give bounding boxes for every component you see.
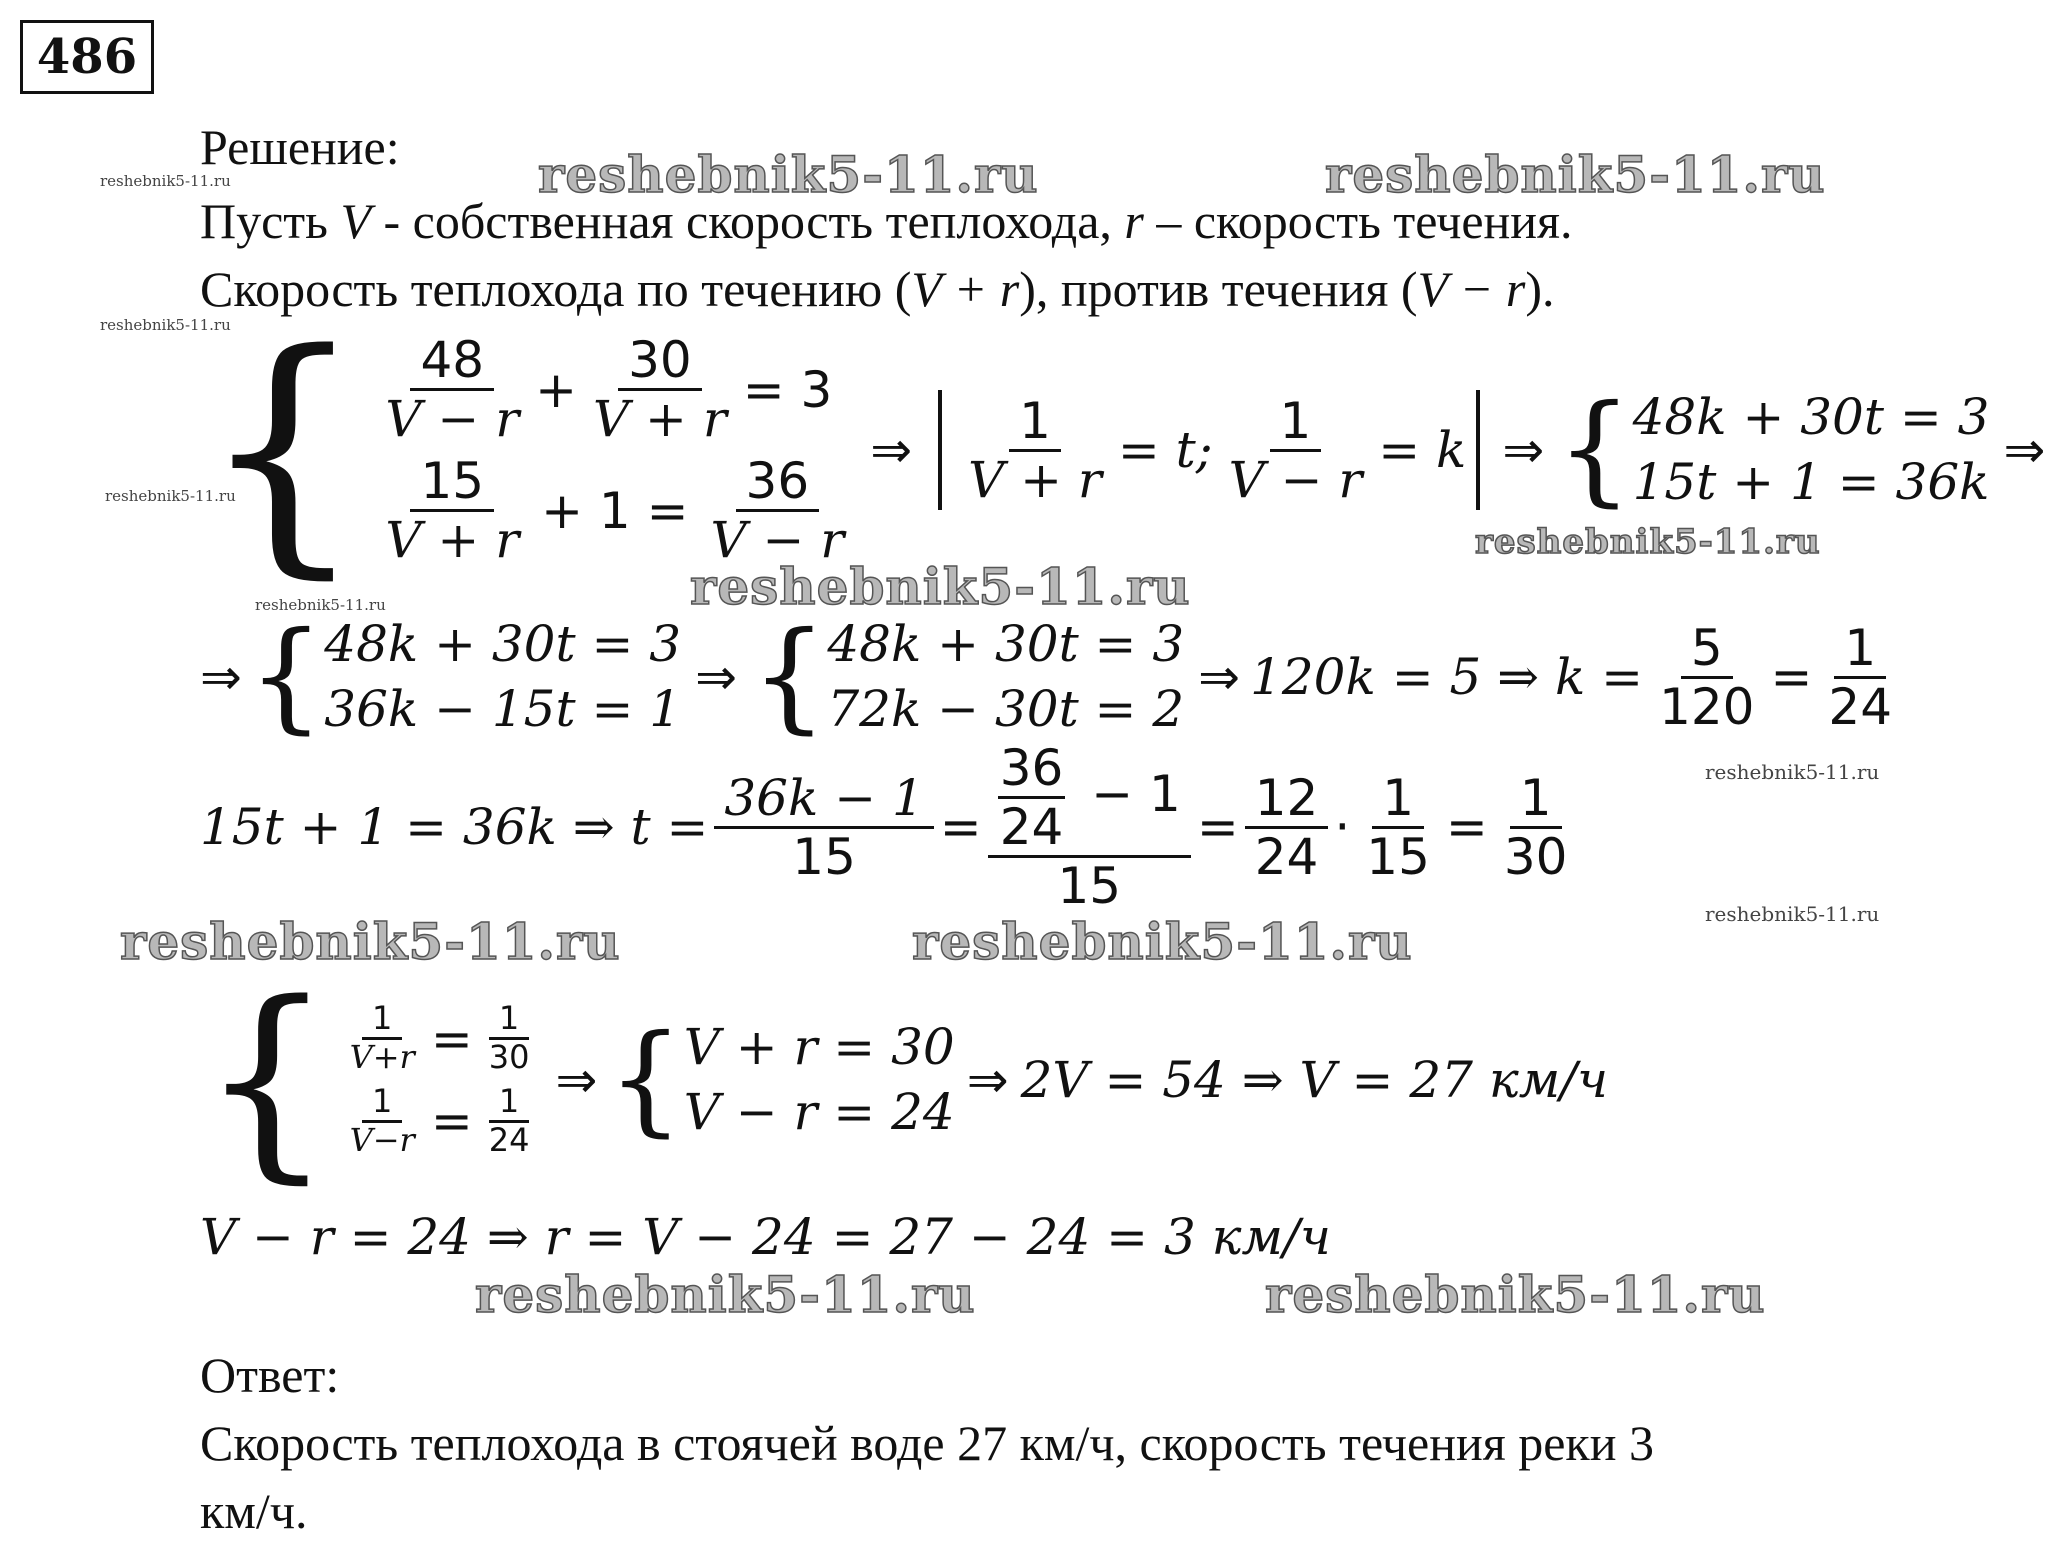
fraction [1245, 770, 1329, 885]
solution-label: Решение: [200, 119, 400, 175]
numerator: 12 [1245, 770, 1329, 829]
fraction [375, 332, 529, 447]
problem-number: 486 [20, 20, 154, 94]
statement-text: - собственная скорость теплохода, [371, 193, 1125, 249]
equals-sign: = [939, 798, 982, 856]
watermark: reshebnik5-11.ru [912, 912, 1413, 971]
watermark-small: reshebnik5-11.ru [100, 316, 231, 334]
numerator: 15 [410, 453, 494, 512]
system-6-eq2: V − r = 24 [683, 1083, 955, 1141]
answer-label: Ответ: [200, 1347, 340, 1403]
equals-sign: = [430, 1009, 473, 1068]
denominator: V−r [349, 1120, 415, 1159]
system-1-eq1 [369, 332, 860, 447]
r-result-line: V − r = 24 ⇒ r = V − 24 = 27 − 24 = 3 км/ч [200, 1208, 1331, 1266]
implies-arrow: ⇒ [1198, 648, 1241, 706]
equals-sign: = [1770, 648, 1813, 706]
denominator: V + r [593, 390, 727, 448]
watermark: reshebnik5-11.ru [690, 557, 1191, 616]
fraction [701, 453, 855, 568]
plus-sign: + [535, 360, 578, 419]
numerator [988, 740, 1191, 858]
denominator: V − r [710, 511, 845, 569]
denominator: V − r [385, 390, 520, 448]
watermark: reshebnik5-11.ru [1265, 1265, 1766, 1324]
fraction [714, 770, 933, 885]
denominator: 24 [1254, 827, 1319, 886]
numerator: 36 [736, 453, 820, 512]
statement-text: Скорость теплохода по течению ( [200, 261, 912, 317]
watermark: reshebnik5-11.ru [538, 145, 1039, 204]
numerator: 1 [362, 1084, 402, 1123]
system-5-eq2 [334, 1084, 546, 1159]
substitution-bar-left [938, 390, 942, 510]
k-equation: 120k = 5 ⇒ k = [1250, 648, 1644, 706]
watermark: reshebnik5-11.ru [120, 912, 621, 971]
system-2-eq1: 48k + 30t = 3 [1632, 388, 1990, 446]
numerator: 1 [489, 1001, 529, 1040]
variable-r: r [1124, 193, 1144, 249]
answer-line-2: км/ч. [200, 1483, 308, 1539]
numerator: 48 [410, 332, 494, 391]
equals-sign: = [1445, 798, 1488, 856]
inner-fraction [998, 740, 1066, 855]
equation-middle: + 1 = [541, 481, 689, 540]
system-brace: { [247, 607, 325, 746]
numerator: 1 [1009, 393, 1061, 452]
numerator: 1 [362, 1001, 402, 1040]
substitution-k: = k [1378, 421, 1467, 479]
system-brace: { [200, 299, 366, 601]
implies-arrow: ⇒ [695, 648, 737, 706]
fraction [988, 740, 1191, 914]
substitution-t: = t; [1117, 421, 1213, 479]
denominator: V − r [1228, 450, 1363, 509]
system-3 [324, 612, 681, 742]
fraction [1649, 620, 1764, 735]
numerator: 30 [618, 332, 702, 391]
statement-text: Пусть [200, 193, 341, 249]
denominator: 24 [488, 1120, 530, 1159]
numerator: 5 [1681, 620, 1733, 679]
watermark: reshebnik5-11.ru [1475, 522, 1821, 562]
statement-text: – скорость течения. [1143, 193, 1573, 249]
watermark: reshebnik5-11.ru [475, 1265, 976, 1324]
fraction [479, 1084, 540, 1159]
numerator: 1 [1510, 770, 1562, 829]
watermark-small: reshebnik5-11.ru [255, 596, 386, 614]
fraction [1494, 770, 1578, 885]
denominator: 24 [999, 798, 1064, 856]
equation-v-row [200, 957, 1609, 1202]
system-5-eq1 [334, 1001, 546, 1076]
numerator: 36k − 1 [714, 770, 933, 829]
substitution-bar-right [1476, 390, 1480, 510]
system-brace: { [1556, 380, 1633, 519]
system-brace: { [607, 1010, 684, 1149]
t-equation: 15t + 1 = 36k ⇒ t = [200, 798, 709, 856]
system-brace: { [200, 957, 334, 1202]
fraction [340, 1001, 425, 1076]
system-4 [827, 612, 1184, 742]
watermark-small: reshebnik5-11.ru [105, 487, 236, 505]
implies-arrow: ⇒ [966, 1051, 1009, 1109]
fraction [1356, 770, 1440, 885]
denominator: 30 [488, 1038, 530, 1077]
fraction [1818, 620, 1902, 735]
system-brace: { [750, 607, 828, 746]
system-5 [334, 1001, 546, 1158]
system-6-eq1: V + r = 30 [683, 1018, 955, 1076]
implies-arrow: ⇒ [870, 421, 913, 479]
system-4-eq2: 72k − 30t = 2 [827, 680, 1185, 738]
denominator: V+r [349, 1038, 415, 1077]
watermark-small: reshebnik5-11.ru [100, 172, 231, 190]
fraction [479, 1001, 540, 1076]
answer-line-1: Скорость теплохода в стоячей воде 27 км/ч, скорость течения реки 3 [200, 1415, 1654, 1471]
system-1-eq2 [369, 453, 860, 568]
implies-arrow: ⇒ [1502, 421, 1545, 479]
watermark-small: reshebnik5-11.ru [1705, 902, 1880, 926]
denominator: 15 [1366, 827, 1430, 886]
implies-arrow: ⇒ [555, 1051, 598, 1109]
system-3-eq1: 48k + 30t = 3 [324, 615, 682, 673]
denominator: V + r [968, 450, 1102, 509]
system-4-eq1: 48k + 30t = 3 [827, 615, 1185, 673]
fraction [375, 453, 529, 568]
implies-arrow: ⇒ [2003, 421, 2045, 479]
numerator: 1 [1270, 393, 1322, 452]
system-1 [369, 332, 860, 568]
variable-v: V [340, 193, 372, 249]
statement-text: ). [1525, 261, 1555, 317]
numerator: 1 [1834, 620, 1886, 679]
denominator: 15 [1057, 857, 1122, 915]
upstream-expr: V − r [1417, 261, 1526, 317]
denominator: 24 [1828, 677, 1893, 736]
statement-line-2 [200, 261, 1555, 317]
system-3-eq2: 36k − 15t = 1 [324, 680, 682, 738]
statement-text: ), против течения ( [1019, 261, 1418, 317]
fraction [1219, 393, 1373, 508]
equation-rhs: = 3 [742, 360, 833, 419]
implies-arrow: ⇒ [200, 648, 242, 706]
denominator: 30 [1503, 827, 1568, 886]
v-result: 2V = 54 ⇒ V = 27 км/ч [1020, 1051, 1609, 1109]
multiply-dot: · [1334, 798, 1351, 856]
numerator: 1 [1372, 770, 1424, 829]
system-2-eq2: 15t + 1 = 36k [1632, 453, 1990, 511]
fraction [583, 332, 737, 447]
system-2 [1633, 385, 1990, 515]
fraction [958, 393, 1112, 508]
fraction [340, 1084, 425, 1159]
equation-t-row [200, 740, 1583, 914]
minus-one: − 1 [1091, 765, 1181, 823]
denominator: V + r [385, 511, 520, 569]
system-6 [684, 1015, 955, 1145]
denominator: 120 [1659, 677, 1755, 736]
equals-sign: = [1196, 798, 1239, 856]
watermark-small: reshebnik5-11.ru [1705, 760, 1880, 784]
downstream-expr: V + r [911, 261, 1020, 317]
numerator: 1 [489, 1084, 529, 1123]
watermark: reshebnik5-11.ru [1325, 145, 1826, 204]
denominator: 15 [792, 827, 856, 886]
equation-k-row [200, 607, 1908, 746]
numerator: 36 [999, 739, 1064, 797]
equals-sign: = [430, 1092, 473, 1151]
